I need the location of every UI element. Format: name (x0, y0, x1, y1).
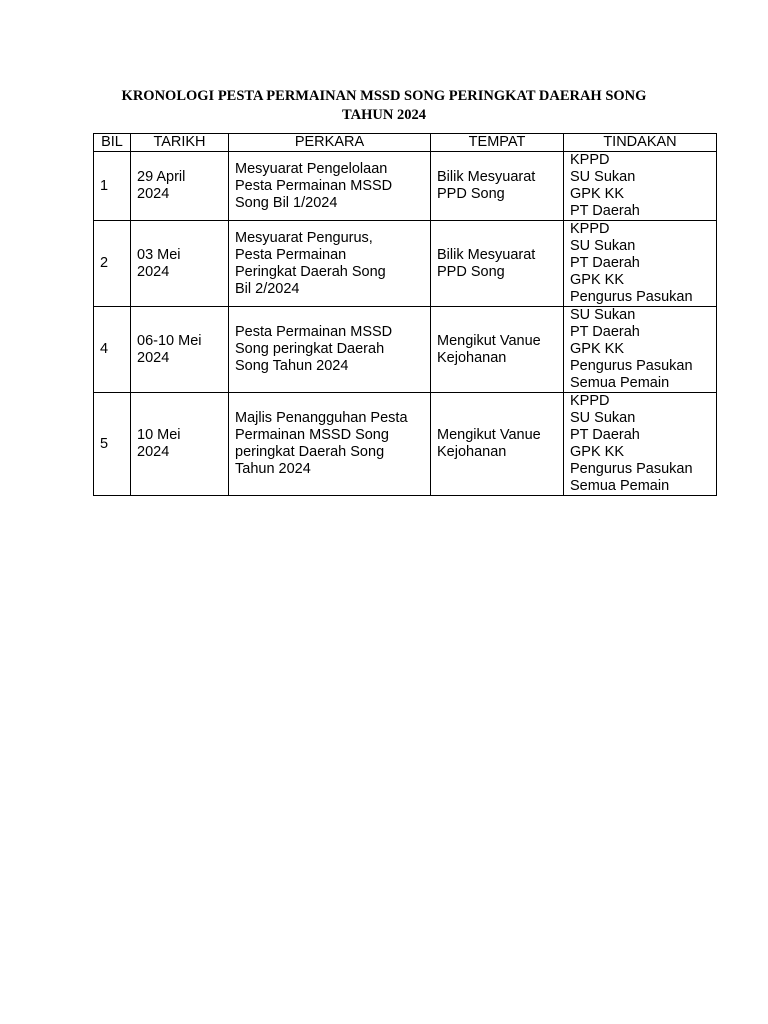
cell-bil: 5 (94, 393, 131, 496)
header-tarikh: TARIKH (131, 134, 229, 152)
cell-perkara: Pesta Permainan MSSD Song peringkat Daerah Song Tahun 2024 (229, 307, 431, 393)
document-title-line-1: KRONOLOGI PESTA PERMAINAN MSSD SONG PERINGKAT DAERAH SONG (121, 88, 647, 104)
document-title-line-2: TAHUN 2024 (342, 107, 426, 123)
cell-tindakan: KPPD SU Sukan PT Daerah GPK KK Pengurus Pasukan (564, 221, 717, 307)
header-bil: BIL (94, 134, 131, 152)
cell-tindakan: SU Sukan PT Daerah GPK KK Pengurus Pasukan Semua Pemain (564, 307, 717, 393)
table-header-row (94, 134, 717, 152)
cell-tindakan: KPPD SU Sukan GPK KK PT Daerah (564, 152, 717, 221)
cell-tarikh: 03 Mei 2024 (131, 221, 229, 307)
header-tempat: TEMPAT (431, 134, 564, 152)
cell-tempat: Mengikut Vanue Kejohanan (431, 393, 564, 496)
cell-bil: 2 (94, 221, 131, 307)
cell-tempat: Bilik Mesyuarat PPD Song (431, 221, 564, 307)
table-row (94, 307, 717, 393)
table-row (94, 393, 717, 496)
cell-perkara: Mesyuarat Pengurus, Pesta Permainan Peringkat Daerah Song Bil 2/2024 (229, 221, 431, 307)
chronology-table (93, 133, 717, 496)
document-title (0, 87, 768, 125)
cell-tarikh: 29 April 2024 (131, 152, 229, 221)
cell-bil: 1 (94, 152, 131, 221)
cell-tarikh: 10 Mei 2024 (131, 393, 229, 496)
cell-perkara: Majlis Penangguhan Pesta Permainan MSSD Song peringkat Daerah Song Tahun 2024 (229, 393, 431, 496)
cell-tempat: Mengikut Vanue Kejohanan (431, 307, 564, 393)
table-row (94, 221, 717, 307)
cell-tindakan: KPPD SU Sukan PT Daerah GPK KK Pengurus Pasukan Semua Pemain (564, 393, 717, 496)
cell-tarikh: 06-10 Mei 2024 (131, 307, 229, 393)
cell-tempat: Bilik Mesyuarat PPD Song (431, 152, 564, 221)
table-row (94, 152, 717, 221)
cell-bil: 4 (94, 307, 131, 393)
cell-perkara: Mesyuarat Pengelolaan Pesta Permainan MSSD Song Bil 1/2024 (229, 152, 431, 221)
header-tindakan: TINDAKAN (564, 134, 717, 152)
header-perkara: PERKARA (229, 134, 431, 152)
